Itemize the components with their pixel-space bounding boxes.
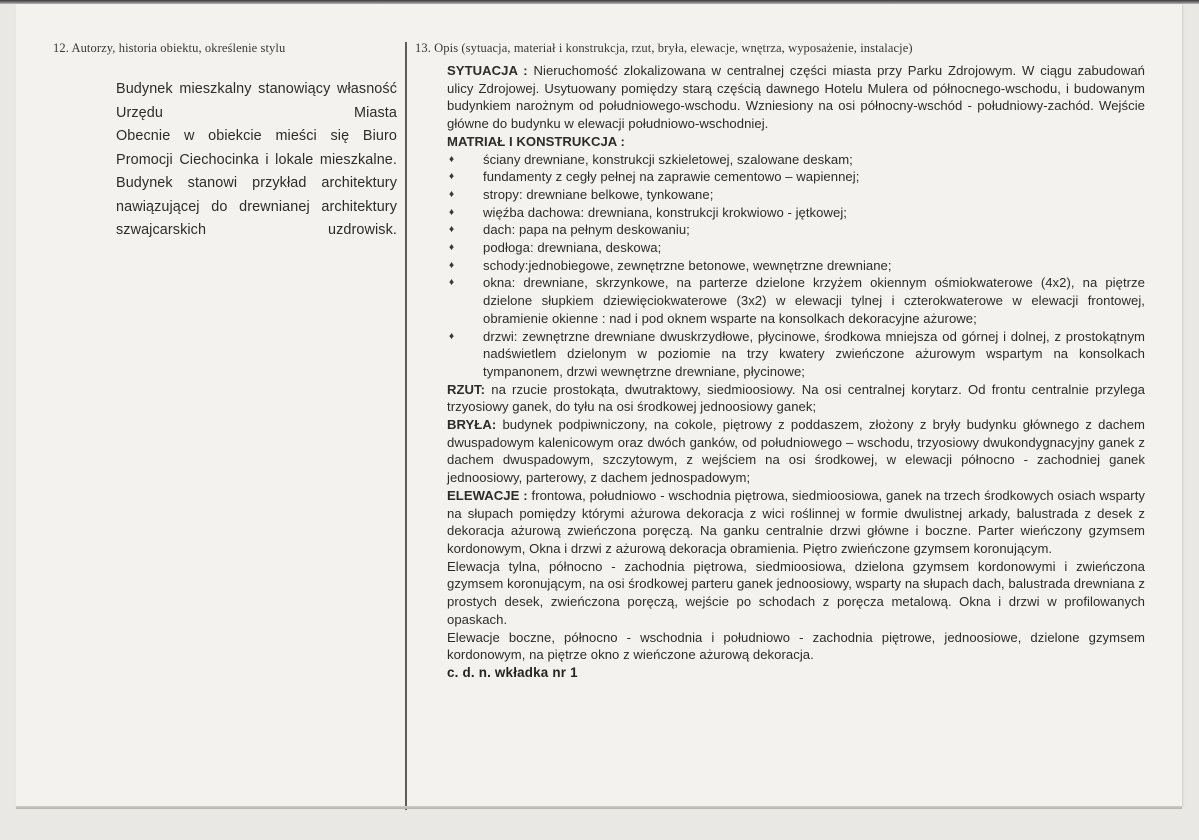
left-column-content bbox=[116, 78, 397, 243]
list-item bbox=[447, 274, 1145, 327]
list-item bbox=[447, 221, 1145, 239]
list-item-text: stropy: drewniane belkowe, tynkowane; bbox=[483, 186, 714, 202]
list-item bbox=[447, 239, 1145, 257]
list-item-text: okna: drewniane, skrzynkowe, na parterze dzielone krzyżem okiennym ośmiokwaterowe (4x2), na piętrze dzielone słupkiem dziewięciokwaterowe (3x2) w elewacji tylnej i czterokwaterowe w elewacji frontowej, obramienie okienne : nad i pod oknem wsparte na konsolkach dekoracyjne ażurowe; bbox=[483, 275, 1145, 326]
section-elewacje-lead: ELEWACJE : bbox=[447, 487, 528, 503]
diamond-bullet-icon: ♦ bbox=[449, 153, 455, 165]
diamond-bullet-icon: ♦ bbox=[449, 242, 455, 254]
list-item-text: fundamenty z cegły pełnej na zaprawie cementowo – wapiennej; bbox=[483, 169, 860, 185]
section-rzut-lead: RZUT: bbox=[447, 381, 486, 397]
list-item bbox=[447, 186, 1145, 204]
left-field-header: 12. Autorzy, historia obiektu, określenie stylu bbox=[53, 41, 286, 55]
left-paragraph-1: Budynek mieszkalny stanowiący własność Urzędu Miasta bbox=[116, 81, 397, 121]
diamond-bullet-icon: ♦ bbox=[449, 224, 455, 236]
section-material-lead: MATRIAŁ I KONSTRUKCJA : bbox=[447, 133, 625, 149]
left-paragraph-3: Budynek stanowi przykład architektury nawiązującej do drewnianej architektury szwajcarskich uzdrowisk. bbox=[116, 175, 397, 238]
section-rzut bbox=[447, 381, 1145, 416]
diamond-bullet-icon: ♦ bbox=[449, 171, 455, 183]
section-elewacje-text: frontowa, południowo - wschodnia piętrowa, siedmioosiowa, ganek na trzech środkowych osiach wsparty na słupach pomiędzy którymi ażurowa dekoracja z wici roślinnej w formie dwulistnej arkady, balustrada z desek z dekoracja ażurową zwieńczona poręczą. Na ganku centralnie drzwi główne i boczne. Parter wieńczony gzymsem kordonowym, Okna i drzwi z ażurową dekoracja obramienia. Piętro zwieńczone gzymsem koronującym. bbox=[447, 487, 1145, 556]
material-bullet-list bbox=[447, 151, 1145, 381]
right-column-content bbox=[447, 62, 1145, 682]
section-material-lead-line bbox=[447, 133, 1145, 151]
section-bryla bbox=[447, 416, 1145, 487]
diamond-bullet-icon: ♦ bbox=[449, 206, 455, 218]
list-item-text: podłoga: drewniana, deskowa; bbox=[483, 240, 662, 256]
list-item-text: ściany drewniane, konstrukcji szkieletowej, szalowane deskam; bbox=[483, 151, 853, 167]
list-item bbox=[447, 204, 1145, 222]
section-sytuacja-lead: SYTUACJA : bbox=[447, 63, 528, 78]
section-sytuacja bbox=[447, 62, 1145, 133]
right-field-header: 13. Opis (sytuacja, materiał i konstrukcja, rzut, bryła, elewacje, wnętrza, wyposażenie, instalacje) bbox=[415, 41, 913, 55]
diamond-bullet-icon: ♦ bbox=[449, 330, 455, 342]
list-item bbox=[447, 257, 1145, 275]
section-rzut-text: na rzucie prostokąta, dwutraktowy, siedmioosiowy. Na osi centralnej korytarz. Od frontu centralnie przylega trzyosiowy ganek, do tyłu na osi środkowej jednoosiowy ganek; bbox=[447, 381, 1145, 415]
list-item-text: schody:jednobiegowe, zewnętrzne betonowe, wewnętrzne drewniane; bbox=[483, 257, 892, 273]
list-item bbox=[447, 328, 1145, 381]
diamond-bullet-icon: ♦ bbox=[449, 259, 455, 271]
section-elewacje bbox=[447, 487, 1145, 558]
list-item-text: więźba dachowa: drewniana, konstrukcji krokwiowo - jętkowej; bbox=[483, 204, 847, 220]
section-bryla-text: budynek podpiwniczony, na cokole, piętrowy z poddaszem, złożony z bryły budynku głównego z dachem dwuspadowym kalenicowym oraz dwóch ganków, od południowego – wschodu, trzyosiowy dwukondygnacyjny ganek z dachem dwuspadowym, szczytowym, z wejściem na osi środkowej, w elewacji północno - zachodniej ganek jednoosiowy, parterowy, z dachem jednospadowym; bbox=[447, 417, 1145, 486]
list-item-text: drzwi: zewnętrzne drewniane dwuskrzydłowe, płycinowe, środkowa mniejsza od górnej i dolnej, z prostokątnym nadświetlem dzielonym w poziomie na trzy kwatery zwieńczone ażurowym wspartym na konsolkach tympanonem, drzwi wewnętrzne drewniane, płycinowe; bbox=[483, 328, 1145, 379]
document-page bbox=[16, 4, 1182, 806]
list-item bbox=[447, 168, 1145, 186]
column-divider bbox=[405, 42, 407, 810]
diamond-bullet-icon: ♦ bbox=[449, 277, 455, 289]
left-paragraph-2: Obecnie w obiekcie mieści się Biuro Promocji Ciechocinka i lokale mieszkalne. bbox=[116, 128, 397, 168]
continuation-note: c. d. n. wkładka nr 1 bbox=[447, 664, 578, 680]
diamond-bullet-icon: ♦ bbox=[449, 188, 455, 200]
section-elewacje-paragraph-3: Elewacje boczne, północno - wschodnia i południowo - zachodnia piętrowe, jednoosiowe, dzielone gzymsem kordonowym, na piętrze okno z wieńczone ażurową dekoracja. bbox=[447, 629, 1145, 663]
section-sytuacja-text: Nieruchomość zlokalizowana w centralnej części miasta przy Parku Zdrojowym. W ciągu zabudowań ulicy Zdrojowej. Usytuowany pomiędzy starą częścią dawnego Hotelu Mulera od północnego-wschodu, i budowanym budynkiem narożnym od południowego-wschodu. Wzniesiony na osi północny-wschód - południowy-zachód. Wejście główne do budynku w elewacji południowo-wschodniej. bbox=[447, 63, 1145, 132]
list-item-text: dach: papa na pełnym deskowaniu; bbox=[483, 222, 690, 238]
section-elewacje-paragraph-2: Elewacja tylna, północno - zachodnia piętrowa, siedmioosiowa, dzielona gzymsem kordonowymi i zwieńczona gzymsem koronującym, na osi środkowej parteru ganek jednoosiowy, wsparty na słupach dach, balustrada drewniana z prostych desek, zwieńczona poręczą, wejście po schodach z poręcza metalową. Okna i drzwi w profilowanych opaskach. bbox=[447, 558, 1145, 627]
section-bryla-lead: BRYŁA: bbox=[447, 417, 497, 433]
list-item bbox=[447, 151, 1145, 169]
